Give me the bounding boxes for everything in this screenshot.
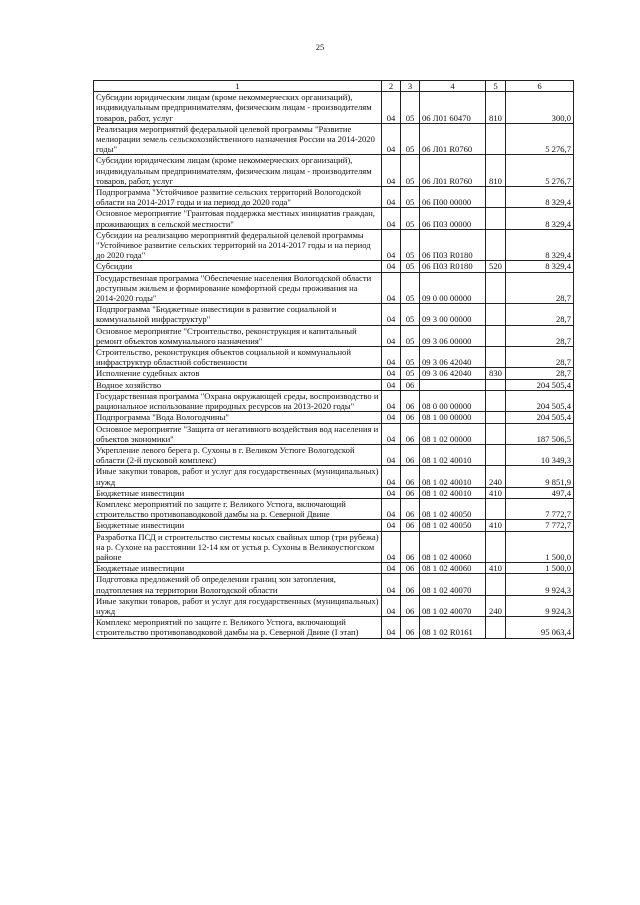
row-subsection-cell: 06 (401, 412, 420, 423)
row-target-article-cell: 08 1 02 40060 (420, 563, 486, 574)
row-section-cell: 04 (382, 123, 401, 155)
table-body (94, 92, 574, 638)
row-name-cell: Субсидии (94, 261, 382, 272)
row-subsection-cell: 05 (401, 155, 420, 187)
row-expense-type-cell: 810 (486, 92, 506, 124)
row-subsection-cell: 06 (401, 595, 420, 616)
row-amount-cell: 8 329,4 (506, 229, 574, 261)
table-row (94, 444, 574, 465)
table-row (94, 208, 574, 229)
row-section-cell: 04 (382, 520, 401, 531)
table-row (94, 272, 574, 304)
row-target-article-cell: 06 Л01 R0760 (420, 155, 486, 187)
table-row (94, 595, 574, 616)
table-row (94, 574, 574, 595)
row-amount-cell: 5 276,7 (506, 155, 574, 187)
row-name-cell: Подпрограмма "Устойчивое развитие сельских территорий Вологодской области на 2014-2017 годы и на период до 2020 года" (94, 187, 382, 208)
row-subsection-cell: 06 (401, 574, 420, 595)
row-name-cell: Бюджетные инвестиции (94, 563, 382, 574)
row-expense-type-cell: 410 (486, 487, 506, 498)
row-subsection-cell: 05 (401, 187, 420, 208)
row-name-cell: Укрепление левого берега р. Сухоны в г. Великом Устюге Вологодской области (2-й пусковой комплекс) (94, 444, 382, 465)
row-target-article-cell: 08 1 02 40050 (420, 498, 486, 519)
row-name-cell: Реализация мероприятий федеральной целевой программы "Развитие мелиорации земель сельскохозяйственного назначения России на 2014-2020 годы" (94, 123, 382, 155)
row-amount-cell: 28,7 (506, 325, 574, 346)
row-section-cell: 04 (382, 368, 401, 379)
row-expense-type-cell (486, 123, 506, 155)
row-amount-cell: 95 063,4 (506, 617, 574, 638)
header-cell: 3 (401, 81, 420, 92)
table-row (94, 187, 574, 208)
row-name-cell: Основное мероприятие "Строительство, реконструкция и капитальный ремонт объектов коммунального назначения" (94, 325, 382, 346)
row-amount-cell: 9 851,9 (506, 466, 574, 487)
row-target-article-cell: 06 П03 R0180 (420, 261, 486, 272)
row-name-cell: Подпрограмма "Вода Вологодчины" (94, 412, 382, 423)
row-section-cell: 04 (382, 92, 401, 124)
table-row (94, 423, 574, 444)
row-name-cell: Строительство, реконструкция объектов социальной и коммунальной инфраструктур областной собственности (94, 347, 382, 368)
header-cell: 5 (486, 81, 506, 92)
row-expense-type-cell: 810 (486, 155, 506, 187)
row-expense-type-cell: 410 (486, 520, 506, 531)
table-row (94, 368, 574, 379)
row-expense-type-cell (486, 208, 506, 229)
row-expense-type-cell: 830 (486, 368, 506, 379)
row-name-cell: Бюджетные инвестиции (94, 520, 382, 531)
row-amount-cell: 28,7 (506, 347, 574, 368)
table-row (94, 347, 574, 368)
table-row (94, 617, 574, 638)
row-amount-cell: 28,7 (506, 368, 574, 379)
row-subsection-cell: 05 (401, 368, 420, 379)
row-expense-type-cell: 240 (486, 466, 506, 487)
row-subsection-cell: 05 (401, 347, 420, 368)
row-amount-cell: 187 506,5 (506, 423, 574, 444)
row-amount-cell: 8 329,4 (506, 261, 574, 272)
row-subsection-cell: 05 (401, 261, 420, 272)
row-name-cell: Бюджетные инвестиции (94, 487, 382, 498)
table-row (94, 379, 574, 390)
row-section-cell: 04 (382, 412, 401, 423)
row-target-article-cell: 06 Л01 60470 (420, 92, 486, 124)
row-section-cell: 04 (382, 531, 401, 563)
row-subsection-cell: 06 (401, 379, 420, 390)
row-expense-type-cell (486, 390, 506, 411)
row-expense-type-cell (486, 325, 506, 346)
row-amount-cell: 5 276,7 (506, 123, 574, 155)
row-target-article-cell: 08 0 00 00000 (420, 390, 486, 411)
row-subsection-cell: 06 (401, 520, 420, 531)
row-expense-type-cell (486, 423, 506, 444)
row-name-cell: Основное мероприятие "Грантовая поддержка местных инициатив граждан, проживающих в сельской местности" (94, 208, 382, 229)
budget-table (93, 80, 574, 639)
row-amount-cell: 204 505,4 (506, 390, 574, 411)
row-subsection-cell: 05 (401, 92, 420, 124)
row-section-cell: 04 (382, 347, 401, 368)
row-subsection-cell: 06 (401, 444, 420, 465)
row-target-article-cell: 08 1 02 40010 (420, 466, 486, 487)
row-name-cell: Государственная программа "Обеспечение населения Вологодской области доступным жильем и формирование комфортной среды проживания на 2014-2020 годы" (94, 272, 382, 304)
page-number: 25 (315, 42, 325, 52)
row-name-cell: Исполнение судебных актов (94, 368, 382, 379)
row-amount-cell: 204 505,4 (506, 379, 574, 390)
row-amount-cell: 7 772,7 (506, 498, 574, 519)
row-amount-cell: 300,0 (506, 92, 574, 124)
header-cell: 6 (506, 81, 574, 92)
row-section-cell: 04 (382, 261, 401, 272)
header-cell: 2 (382, 81, 401, 92)
row-name-cell: Субсидии юридическим лицам (кроме некоммерческих организаций), индивидуальным предпринимателям, физическим лицам - производителям товаров, работ, услуг (94, 92, 382, 124)
row-section-cell: 04 (382, 155, 401, 187)
row-section-cell: 04 (382, 272, 401, 304)
row-expense-type-cell (486, 444, 506, 465)
table-row (94, 466, 574, 487)
row-target-article-cell: 08 1 02 40070 (420, 595, 486, 616)
row-section-cell: 04 (382, 390, 401, 411)
row-target-article-cell (420, 379, 486, 390)
row-subsection-cell: 06 (401, 531, 420, 563)
row-subsection-cell: 06 (401, 390, 420, 411)
row-section-cell: 04 (382, 187, 401, 208)
row-target-article-cell: 08 1 02 40060 (420, 531, 486, 563)
row-target-article-cell: 08 1 02 40010 (420, 444, 486, 465)
row-subsection-cell: 06 (401, 563, 420, 574)
row-section-cell: 04 (382, 498, 401, 519)
row-name-cell: Комплекс мероприятий по защите г. Великого Устюга, включающий строительство противопаводковой дамбы на р. Северной Двине (94, 498, 382, 519)
row-expense-type-cell (486, 531, 506, 563)
table-header-row (94, 81, 574, 92)
row-target-article-cell: 08 1 02 40070 (420, 574, 486, 595)
row-name-cell: Водное хозяйство (94, 379, 382, 390)
row-amount-cell: 28,7 (506, 304, 574, 325)
row-amount-cell: 497,4 (506, 487, 574, 498)
row-expense-type-cell: 520 (486, 261, 506, 272)
row-subsection-cell: 05 (401, 304, 420, 325)
row-amount-cell: 9 924,3 (506, 574, 574, 595)
row-section-cell: 04 (382, 208, 401, 229)
row-amount-cell: 28,7 (506, 272, 574, 304)
header-cell: 4 (420, 81, 486, 92)
table-row (94, 92, 574, 124)
row-name-cell: Подпрограмма "Бюджетные инвестиции в развитие социальной и коммунальной инфраструктур" (94, 304, 382, 325)
table-row (94, 498, 574, 519)
table-row (94, 563, 574, 574)
row-section-cell: 04 (382, 617, 401, 638)
row-amount-cell: 1 500,0 (506, 563, 574, 574)
table-row (94, 261, 574, 272)
row-target-article-cell: 08 1 00 00000 (420, 412, 486, 423)
row-section-cell: 04 (382, 563, 401, 574)
row-amount-cell: 204 505,4 (506, 412, 574, 423)
row-section-cell: 04 (382, 304, 401, 325)
row-amount-cell: 9 924,3 (506, 595, 574, 616)
row-target-article-cell: 08 1 02 00000 (420, 423, 486, 444)
row-subsection-cell: 05 (401, 325, 420, 346)
row-target-article-cell: 06 П03 00000 (420, 208, 486, 229)
row-subsection-cell: 05 (401, 229, 420, 261)
row-name-cell: Субсидии юридическим лицам (кроме некоммерческих организаций), индивидуальным предпринимателям, физическим лицам - производителям товаров, работ, услуг (94, 155, 382, 187)
row-name-cell: Государственная программа "Охрана окружающей среды, воспроизводство и рациональное использование природных ресурсов на 2013-2020 годы" (94, 390, 382, 411)
row-expense-type-cell: 410 (486, 563, 506, 574)
table-row (94, 229, 574, 261)
table-row (94, 412, 574, 423)
row-section-cell: 04 (382, 423, 401, 444)
row-target-article-cell: 09 3 00 00000 (420, 304, 486, 325)
row-expense-type-cell (486, 379, 506, 390)
row-name-cell: Разработка ПСД и строительство системы косых свайных шпор (три рубежа) на р. Сухоне на расстоянии 12-14 км от устья р. Сухоны в Великоустюгском районе (94, 531, 382, 563)
row-amount-cell: 8 329,4 (506, 208, 574, 229)
table-row (94, 531, 574, 563)
row-target-article-cell: 09 3 06 42040 (420, 368, 486, 379)
row-subsection-cell: 06 (401, 466, 420, 487)
row-expense-type-cell (486, 304, 506, 325)
row-expense-type-cell (486, 347, 506, 368)
header-cell: 1 (94, 81, 382, 92)
table-row (94, 487, 574, 498)
table-row (94, 390, 574, 411)
row-amount-cell: 7 772,7 (506, 520, 574, 531)
row-expense-type-cell (486, 272, 506, 304)
row-target-article-cell: 09 3 06 42040 (420, 347, 486, 368)
row-name-cell: Основное мероприятие "Защита от негативного воздействия вод населения и объектов экономики" (94, 423, 382, 444)
row-name-cell: Иные закупки товаров, работ и услуг для государственных (муниципальных) нужд (94, 595, 382, 616)
row-expense-type-cell (486, 187, 506, 208)
row-subsection-cell: 05 (401, 272, 420, 304)
row-target-article-cell: 08 1 02 R0161 (420, 617, 486, 638)
table-row (94, 325, 574, 346)
row-target-article-cell: 08 1 02 40010 (420, 487, 486, 498)
row-target-article-cell: 06 П03 R0180 (420, 229, 486, 261)
table-row (94, 155, 574, 187)
table-row (94, 123, 574, 155)
table-row (94, 520, 574, 531)
row-expense-type-cell (486, 574, 506, 595)
row-section-cell: 04 (382, 574, 401, 595)
row-section-cell: 04 (382, 595, 401, 616)
row-subsection-cell: 06 (401, 487, 420, 498)
row-amount-cell: 10 349,3 (506, 444, 574, 465)
row-name-cell: Подготовка предложений об определении границ зон затопления, подтопления на территории Вологодской области (94, 574, 382, 595)
row-target-article-cell: 06 П00 00000 (420, 187, 486, 208)
row-subsection-cell: 05 (401, 123, 420, 155)
row-name-cell: Иные закупки товаров, работ и услуг для государственных (муниципальных) нужд (94, 466, 382, 487)
row-name-cell: Комплекс мероприятий по защите г. Великого Устюга, включающий строительство противопаводковой дамбы на р. Северной Двине (I этап) (94, 617, 382, 638)
table-row (94, 304, 574, 325)
row-section-cell: 04 (382, 229, 401, 261)
row-expense-type-cell: 240 (486, 595, 506, 616)
row-expense-type-cell (486, 498, 506, 519)
row-subsection-cell: 05 (401, 208, 420, 229)
row-section-cell: 04 (382, 487, 401, 498)
row-amount-cell: 8 329,4 (506, 187, 574, 208)
row-amount-cell: 1 500,0 (506, 531, 574, 563)
row-expense-type-cell (486, 412, 506, 423)
row-section-cell: 04 (382, 466, 401, 487)
row-section-cell: 04 (382, 325, 401, 346)
row-expense-type-cell (486, 229, 506, 261)
row-subsection-cell: 06 (401, 617, 420, 638)
row-target-article-cell: 09 3 06 00000 (420, 325, 486, 346)
row-section-cell: 04 (382, 379, 401, 390)
row-name-cell: Субсидии на реализацию мероприятий федеральной целевой программы "Устойчивое развитие сельских территорий на 2014-2017 годы и на период до 2020 года" (94, 229, 382, 261)
row-target-article-cell: 06 Л01 R0760 (420, 123, 486, 155)
row-subsection-cell: 06 (401, 498, 420, 519)
row-target-article-cell: 08 1 02 40050 (420, 520, 486, 531)
row-section-cell: 04 (382, 444, 401, 465)
row-target-article-cell: 09 0 00 00000 (420, 272, 486, 304)
row-subsection-cell: 06 (401, 423, 420, 444)
row-expense-type-cell (486, 617, 506, 638)
